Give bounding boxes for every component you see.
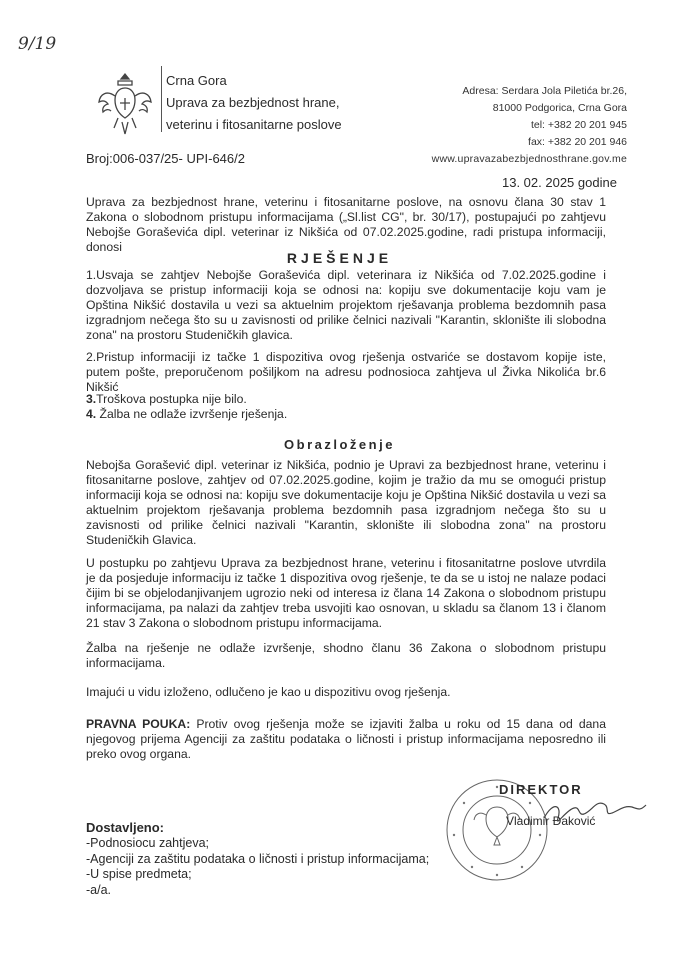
item-number: 1. xyxy=(86,268,97,282)
handwritten-note: 9/19 xyxy=(18,34,57,54)
reasoning-title: Obrazloženje xyxy=(284,437,395,452)
distribution-item: -a/a. xyxy=(86,882,112,897)
item-text: Žalba ne odlaže izvršenje rješenja. xyxy=(96,407,288,421)
document-number: Broj:006-037/25- UPI-646/2 xyxy=(86,151,245,166)
institution-block xyxy=(166,70,342,136)
distribution-list xyxy=(86,836,429,898)
item-number: 3. xyxy=(86,392,97,406)
institution-line: Uprava za bezbjednost hrane, xyxy=(166,95,340,110)
legal-notice-label: PRAVNA POUKA: xyxy=(86,717,191,731)
intro-paragraph: Uprava za bezbjednost hrane, veterinu i fitosanitarne poslove, na osnovu člana 30 stav 1 Zakona o slobodnom pristupu informacijama („Sl.list CG", br. 30/17), postupajući po zahtjevu Nebojše Goraševića dipl. veterinar iz Nikšića od 07.02.2025.godine, radi pristupa informaciji, donosi xyxy=(86,195,606,254)
item-text: Troškova postupka nije bilo. xyxy=(96,392,247,406)
contact-block xyxy=(432,83,627,168)
item-text: Usvaja se zahtjev Nebojše Goraševića dipl. veterinara iz Nikšića od 7.02.2025.godine i dozvoljava se pristup informaciji koja se odnosi na: kopiju sve dokumentacije koju vam je Opština Nikšić dostavila u vezi sa aktuelnim projektom rješavanja problema bezdomnih pasa izgradnjom nečega što su u zavisnosti od prilike čelnici nazivali "Karantin, sklonište ili slobodna zona" na prostoru Studeničkih glavica. xyxy=(86,268,606,342)
decision-item xyxy=(86,407,606,422)
reasoning-paragraph: Nebojša Gorašević dipl. veterinar iz Nikšića, podnio je Upravi za bezbjednost hrane, veterinu i fitosanitarne poslove, zahtjev od 07.02.2025.godine, kojim je tražio da mu se omogući pristup informaciji koja se odnosi na: kopiju sve dokumentacije koju je Opština Nikšić dostavila u vezi sa aktuelnim projektom rješavanja problema bezdomnih pasa izgradnjom nečega što su u zavisnosti od prilike čelnici nazivali "Karantin, sklonište ili slobodna zona" na prostoru Studeničkih Glavica. xyxy=(86,458,606,547)
document-date: 13. 02. 2025 godine xyxy=(502,175,617,190)
distribution-title: Dostavljeno: xyxy=(86,820,165,835)
coat-of-arms-icon xyxy=(96,70,154,142)
institution-line: Crna Gora xyxy=(166,73,227,88)
distribution-item: -Podnosiocu zahtjeva; xyxy=(86,836,209,850)
address-line: 81000 Podgorica, Crna Gora xyxy=(492,102,627,114)
item-number: 2. xyxy=(86,350,97,364)
website-link[interactable]: www.upravazabezbjednosthrane.gov.me xyxy=(431,153,627,165)
decision-item xyxy=(86,392,606,407)
institution-line: veterinu i fitosanitarne poslove xyxy=(166,117,342,132)
reasoning-paragraph: Žalba na rješenje ne odlaže izvršenje, shodno članu 36 Zakona o slobodnom pristupu informacijama. xyxy=(86,641,606,670)
decision-item xyxy=(86,350,606,395)
header-divider xyxy=(161,66,162,132)
legal-notice xyxy=(86,717,606,762)
decision-title: RJEŠENJE xyxy=(286,250,393,266)
address-line: Adresa: Serdara Jola Piletića br.26, xyxy=(462,85,627,97)
legal-notice-text: Protiv ovog rješenja može se izjaviti žalba u roku od 15 dana od dana njegovog prijema Agenciji za zaštitu podataka o ličnosti i pristup informacijama neposredno ili preko ovog organa. xyxy=(86,717,606,761)
decision-item xyxy=(86,268,606,343)
distribution-item: -U spise predmeta; xyxy=(86,867,192,881)
distribution-item: -Agenciji za zaštitu podataka o ličnosti i pristup informacijama; xyxy=(86,851,430,866)
item-number: 4. xyxy=(86,407,97,421)
director-title: DIREKTOR xyxy=(499,782,583,797)
reasoning-paragraph: U postupku po zahtjevu Uprava za bezbjednost hrane, veterinu i fitosanitatrne poslove utvrdila je da posjeduje informaciju iz tačke 1 dispozitiva ovog rješenje, te da se u istoj ne nalaze podaci čijim bi se objelodanjivanjem ugrozio neki od interesa iz člana 14 Zakona o slobodnom pristupu informacijama, pa nalazi da zahtjev treba usvojiti kao osnovan, u skladu sa članom 13 i članom 21 stav 3 Zakona o slobodnom pristupu informacijama. xyxy=(86,556,606,630)
fax-line: fax: +382 20 201 946 xyxy=(528,136,627,148)
item-text: Pristup informaciji iz tačke 1 dispozitiva ovog rješenja ostvariće se dostavom kopije iste, putem pošte, preporučenom pošiljkom na adresu podnosioca zahtjeva ul Živka Nikolića br.6 Nikšić xyxy=(86,350,606,394)
director-name: Vladimir Đaković xyxy=(506,814,596,828)
reasoning-paragraph: Imajući u vidu izloženo, odlučeno je kao u dispozitivu ovog rješenja. xyxy=(86,685,451,699)
phone-line: tel: +382 20 201 945 xyxy=(530,119,627,131)
